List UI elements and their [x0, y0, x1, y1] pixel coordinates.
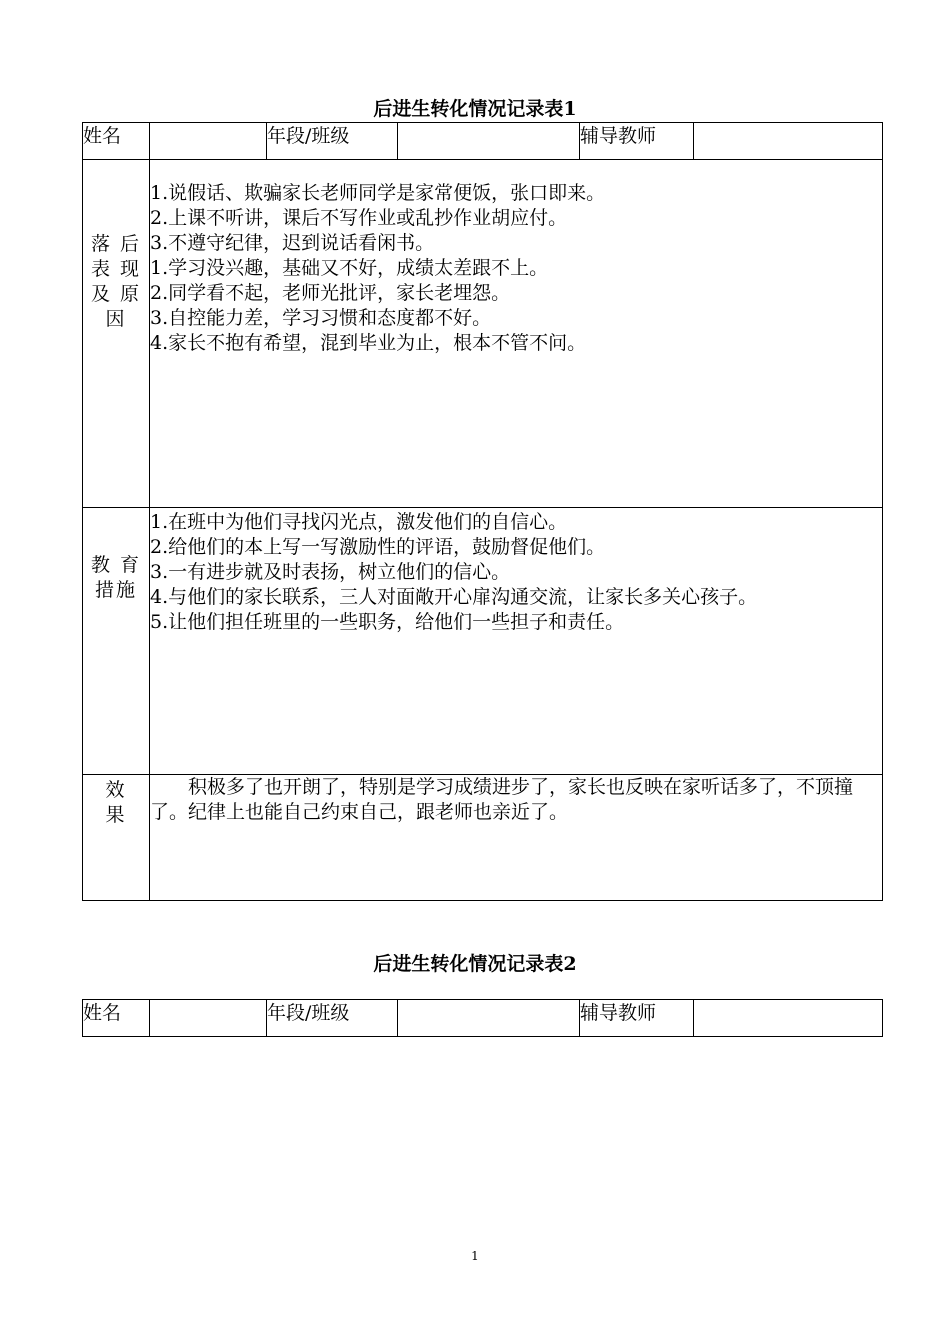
record-table-1 — [82, 122, 883, 901]
list-item: 2.上课不听讲，课后不写作业或乱抄作业胡应付。 — [150, 207, 568, 229]
list-item: 4.家长不抱有希望，混到毕业为止，根本不管不问。 — [150, 332, 587, 354]
name-field[interactable] — [150, 123, 267, 160]
page-number: 1 — [471, 1249, 479, 1263]
list-item: 3.一有进步就及时表扬，树立他们的信心。 — [150, 561, 511, 583]
measures-row — [83, 508, 883, 775]
list-item: 3.不遵守纪律，迟到说话看闲书。 — [150, 232, 435, 254]
effect-label: 效 果 — [83, 775, 150, 901]
grade-class-field[interactable] — [398, 123, 580, 160]
tutor-teacher-field[interactable] — [694, 1000, 883, 1037]
grade-class-label: 年段/班级 — [267, 1000, 398, 1037]
list-item: 5.让他们担任班里的一些职务，给他们一些担子和责任。 — [150, 611, 625, 633]
name-label: 姓名 — [83, 1000, 150, 1037]
performance-label: 落 后 表 现 及 原 因 — [83, 160, 150, 508]
tutor-teacher-field[interactable] — [694, 123, 883, 160]
list-item: 1.在班中为他们寻找闪光点，激发他们的自信心。 — [150, 511, 568, 533]
table2-title: 后进生转化情况记录表2 — [373, 953, 577, 975]
effect-content[interactable]: 积极多了也开朗了，特别是学习成绩进步了，家长也反映在家听话多了，不顶撞了。纪律上也能自己约束自己，跟老师也亲近了。 — [150, 775, 883, 901]
list-item: 1.学习没兴趣，基础又不好，成绩太差跟不上。 — [150, 257, 549, 279]
record-table-2 — [82, 999, 883, 1037]
effect-row — [83, 775, 883, 901]
grade-class-label: 年段/班级 — [267, 123, 398, 160]
list-item: 2.同学看不起，老师光批评，家长老埋怨。 — [150, 282, 511, 304]
table1-title: 后进生转化情况记录表1 — [373, 98, 577, 120]
tutor-teacher-label: 辅导教师 — [580, 1000, 694, 1037]
table1-header-row — [83, 123, 883, 160]
list-item: 1.说假话、欺骗家长老师同学是家常便饭，张口即来。 — [150, 182, 606, 204]
list-item: 2.给他们的本上写一写激励性的评语，鼓励督促他们。 — [150, 536, 606, 558]
tutor-teacher-label: 辅导教师 — [580, 123, 694, 160]
measures-content[interactable] — [150, 508, 883, 775]
performance-content[interactable] — [150, 160, 883, 508]
performance-row — [83, 160, 883, 508]
list-item: 4.与他们的家长联系，三人对面敞开心扉沟通交流，让家长多关心孩子。 — [150, 586, 758, 608]
list-item: 3.自控能力差，学习习惯和态度都不好。 — [150, 307, 492, 329]
name-field[interactable] — [150, 1000, 267, 1037]
measures-label: 教 育 措施 — [83, 508, 150, 775]
name-label: 姓名 — [83, 123, 150, 160]
grade-class-field[interactable] — [398, 1000, 580, 1037]
table2-header-row — [83, 1000, 883, 1037]
